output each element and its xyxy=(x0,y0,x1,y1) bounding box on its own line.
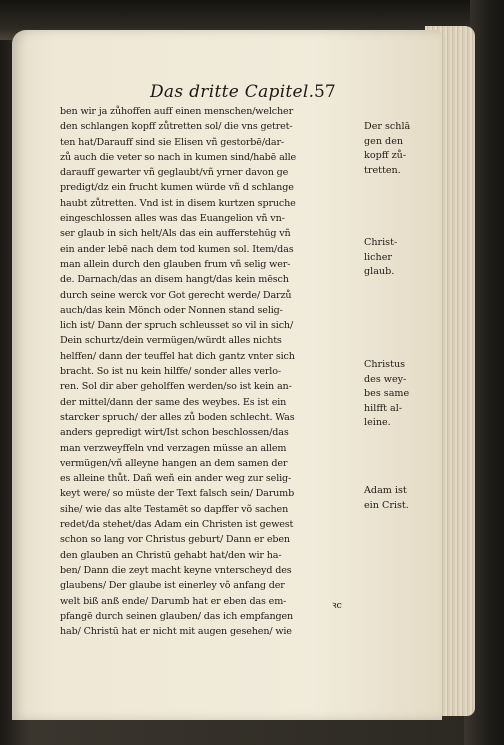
marginal-note xyxy=(364,358,424,431)
text-line: glaubens/ Der glaube ist einerley võ anfang der xyxy=(60,580,285,592)
marginal-note-line: ein Crist. xyxy=(364,499,409,511)
text-line: man verzweyffeln vnd verzagen müsse an allem xyxy=(60,442,287,454)
marginal-note-line: kopff zů- xyxy=(364,150,407,162)
marginal-note-line: Adam ist xyxy=(364,485,407,496)
text-line: den glauben an Christū gehabt hat/den wir ha- xyxy=(60,549,282,561)
body-text xyxy=(60,104,360,639)
marginal-note-line: licher xyxy=(364,251,392,263)
text-line: ser glaub in sich helt/Als das ein aufferstehūg vñ xyxy=(60,228,291,240)
catchword: ꝛc xyxy=(332,600,342,611)
text-line: sihe/ wie das alte Testamēt so dapffer võ sachen xyxy=(60,503,289,515)
text-line: man allein durch den glauben frum vñ selig wer- xyxy=(60,258,291,270)
text-line: welt biß anß ende/ Darumb hat er eben das em- xyxy=(60,595,287,607)
marginal-note-line: Christ- xyxy=(364,237,398,248)
folio-number: 57 xyxy=(314,82,336,102)
text-line: haubt zůtretten. Vnd ist in disem kurtzen spruche xyxy=(60,197,296,209)
marginal-note-line: tretten. xyxy=(364,164,401,176)
marginal-note-line: glaub. xyxy=(364,266,395,278)
text-line: den schlangen kopff zůtretten sol/ die vns getret- xyxy=(60,121,293,133)
text-line: der mittel/dann der same des weybes. Es ist ein xyxy=(60,396,287,408)
text-line: starcker spruch/ der alles zů boden schlecht. Was xyxy=(60,411,295,423)
text-line: ben/ Dann die zeyt macht keyne vnterscheyd des xyxy=(60,564,292,576)
text-line: zů auch die veter so nach in kumen sind/habē alle xyxy=(60,151,297,163)
text-line: hab/ Christū hat er nicht mit augen gesehen/ wie xyxy=(60,626,292,638)
text-line: darauff gewarter vñ geglaubt/vñ yrner davon ge xyxy=(60,167,289,179)
text-line: ten hat/Darauff sind sie Elisen vñ gestorbē/dar- xyxy=(60,136,284,148)
text-line: bracht. So ist nu kein hilffe/ sonder alles verlo- xyxy=(60,366,281,378)
text-line: vermügen/vñ alleyne hangen an dem samen der xyxy=(60,457,288,469)
text-line: ben wir ja zůhoffen auff einen menschen/welcher xyxy=(60,106,294,117)
text-line: durch seine werck vor Got gerecht werde/ Darzů xyxy=(60,289,292,301)
text-line: Dein schurtz/dein vermügen/würdt alles nichts xyxy=(60,335,282,347)
page-header xyxy=(0,82,504,106)
text-line: ren. Sol dir aber geholffen werden/so ist kein an- xyxy=(60,381,292,393)
text-line: keyt were/ so müste der Text falsch sein/ Darumb xyxy=(60,488,295,500)
marginal-note-line: des wey- xyxy=(364,373,407,385)
marginal-note-line: leine. xyxy=(364,417,391,429)
text-line: schon so lang vor Christus geburt/ Dann er eben xyxy=(60,534,290,546)
marginal-note-line: Der schlā xyxy=(364,121,411,132)
text-line: redet/da stehet/das Adam ein Christen ist gewest xyxy=(60,519,294,531)
text-line: auch/das kein Mönch oder Nonnen stand selig- xyxy=(60,304,283,316)
running-head: Das dritte Capitel. xyxy=(150,82,315,102)
text-line: pfangē durch seinen glauben/ das ich empfangen xyxy=(60,610,294,622)
marginal-note-line: Christus xyxy=(364,359,406,370)
text-line: predigt/dz ein frucht kumen würde vñ d schlange xyxy=(60,182,294,194)
text-line: anders gepredigt wirt/Ist schon beschlossen/das xyxy=(60,427,289,439)
text-line: lich ist/ Dann der spruch schleusset so vil in sich/ xyxy=(60,320,294,332)
text-line: de. Darnach/das an disem hangt/das kein mēsch xyxy=(60,274,289,286)
text-line: es alleine thůt. Dañ weñ ein ander weg zur selig- xyxy=(60,473,292,485)
text-line: eingeschlossen alles was das Euangelion vñ vn- xyxy=(60,213,285,225)
marginal-note-line: bes same xyxy=(364,388,410,400)
text-line: ein ander lebē nach dem tod kumen sol. Item/das xyxy=(60,243,294,255)
marginal-note xyxy=(364,120,424,178)
marginal-note xyxy=(364,484,424,513)
marginal-note xyxy=(364,236,424,280)
marginal-note-line: hilfft al- xyxy=(364,402,403,414)
marginal-note-line: gen den xyxy=(364,135,404,147)
text-line: helffen/ dann der teuffel hat dich gantz vnter sich xyxy=(60,350,295,362)
